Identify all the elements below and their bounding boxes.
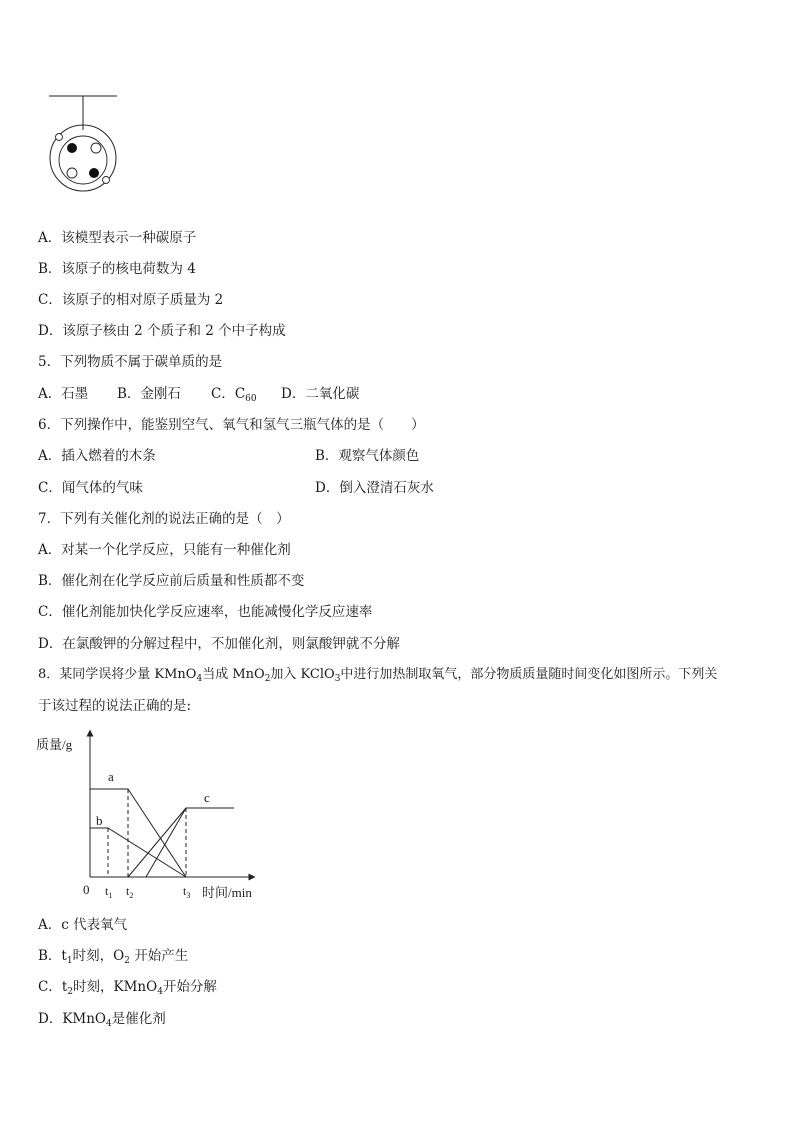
q7-option-a: A．对某一个化学反应，只能有一种催化剂 — [38, 542, 291, 558]
q8-option-d: D．KMnO$_4$是催化剂 — [38, 1011, 166, 1029]
q5-option-a: A．石墨 — [38, 386, 89, 402]
curve-b — [90, 828, 186, 877]
neutron-particle — [67, 168, 77, 178]
electron-particle — [56, 134, 63, 141]
tick-t3: $t_3$ — [183, 884, 191, 900]
q7-option-c: C．催化剂能加快化学反应速率，也能减慢化学反应速率 — [38, 604, 373, 620]
q7-option-d: D．在氯酸钾的分解过程中，不加催化剂，则氯酸钾就不分解 — [38, 636, 400, 652]
proton-particle — [89, 168, 99, 178]
graph-xlabel: 时间/min — [202, 885, 252, 900]
electron-particle — [103, 177, 110, 184]
q4-option-c: C．该原子的相对原子质量为 2 — [38, 292, 224, 308]
q5-option-d: D．二氧化碳 — [281, 386, 360, 402]
q8-stem-line2: 于该过程的说法正确的是: — [38, 698, 192, 714]
q6-stem: 6．下列操作中，能鉴别空气、氧气和氢气三瓶气体的是（ ） — [38, 417, 425, 433]
neutron-particle — [91, 143, 101, 153]
q6-option-b: B．观察气体颜色 — [315, 448, 420, 464]
tick-t1: $t_1$ — [105, 884, 113, 900]
tick-t2: $t_2$ — [126, 884, 134, 900]
q5-option-b: B．金刚石 — [117, 386, 181, 402]
q6-option-d: D．倒入澄清石灰水 — [315, 480, 434, 496]
q7-option-b: B．催化剂在化学反应前后质量和性质都不变 — [38, 573, 305, 589]
label-a: a — [108, 769, 114, 784]
mass-time-graph — [36, 728, 266, 906]
q4-option-a: A．该模型表示一种碳原子 — [38, 230, 197, 246]
q4-option-b: B．该原子的核电荷数为 4 — [38, 261, 196, 277]
label-c: c — [204, 790, 210, 805]
curve-c — [146, 808, 234, 877]
nucleus-ring — [59, 136, 107, 184]
q8-option-b: B．$t_1$时刻，$O_2$ 开始产生 — [38, 948, 189, 966]
rising-line-1 — [128, 808, 186, 877]
q7-stem: 7．下列有关催化剂的说法正确的是（ ） — [38, 511, 290, 527]
q8-stem-line1: 8．某同学误将少量 KMnO$_4$当成 MnO$_2$加入 KClO$_3$中进行加热制取氧气，部分物质质量随时间变化如图所示。下列关 — [38, 667, 718, 684]
q5-option-c: C．$C_{60}$ — [211, 386, 257, 404]
q6-option-a: A．插入燃着的木条 — [38, 448, 156, 464]
graph-ylabel: 质量/g — [36, 737, 73, 752]
q4-option-d: D．该原子核由 2 个质子和 2 个中子构成 — [38, 323, 286, 339]
label-b: b — [96, 813, 103, 828]
origin-label: 0 — [83, 882, 90, 897]
proton-particle — [67, 143, 77, 153]
q6-option-c: C．闻气体的气味 — [38, 480, 143, 496]
q8-option-c: C．$t_2$时刻，KMnO$_4$开始分解 — [38, 979, 217, 997]
q5-stem: 5．下列物质不属于碳单质的是 — [38, 354, 223, 370]
q8-option-a: A．c 代表氧气 — [38, 917, 128, 933]
atom-model-figure — [40, 88, 130, 194]
